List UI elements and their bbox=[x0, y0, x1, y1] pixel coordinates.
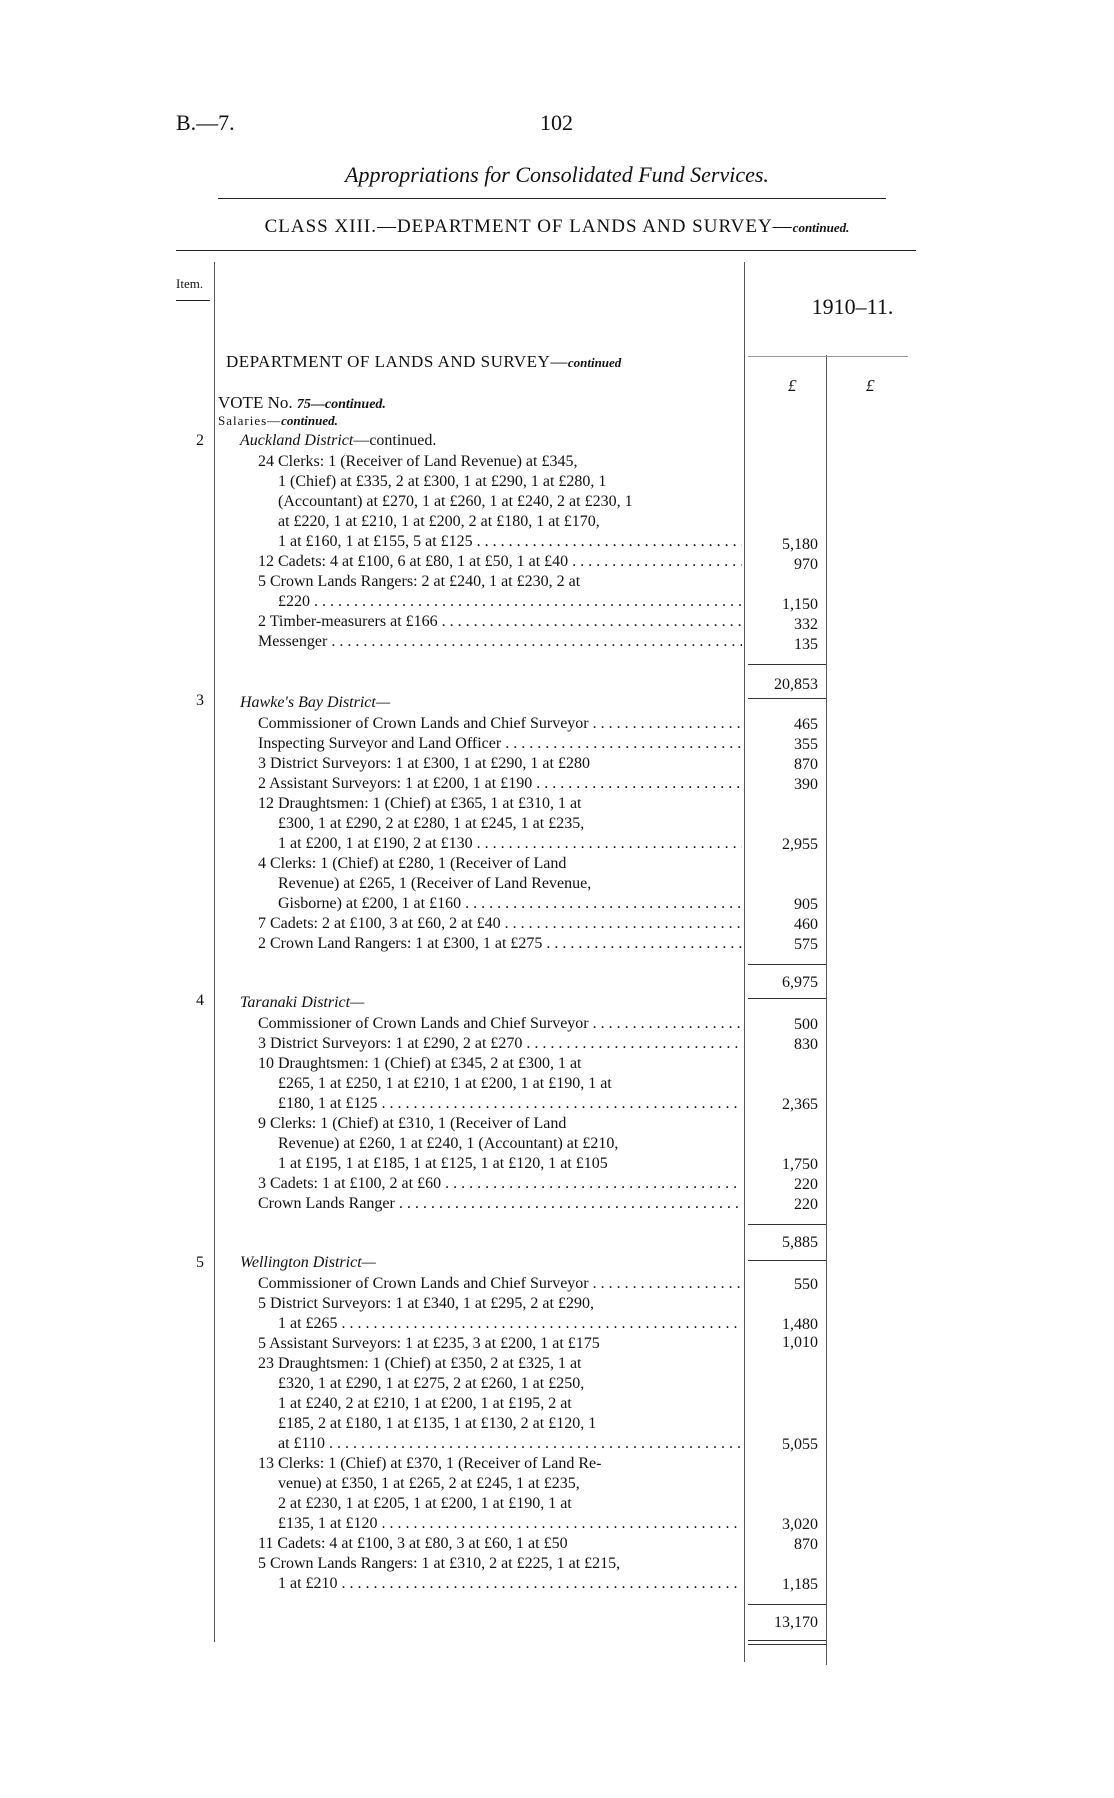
amount: 460 bbox=[794, 916, 818, 933]
salary-line: 1 at £195, 1 at £185, 1 at £125, 1 at £120, 1 at £105 bbox=[278, 1155, 608, 1172]
salary-line: 2 Timber-measurers at £166 . . . bbox=[258, 612, 742, 632]
district-total: 20,853 bbox=[774, 676, 818, 693]
item-column-header: Item. bbox=[176, 276, 204, 291]
amount: 870 bbox=[794, 756, 818, 773]
subtotal-rule bbox=[748, 1224, 826, 1225]
salary-line: £265, 1 at £250, 1 at £210, 1 at £200, 1 at £190, 1 at bbox=[278, 1075, 612, 1092]
class-heading-text: CLASS XIII.—DEPARTMENT OF LANDS AND SURVEY— bbox=[264, 216, 793, 237]
salaries-label: Salaries— bbox=[218, 413, 282, 428]
salary-line: 5 District Surveyors: 1 at £340, 1 at £295, 2 at £290, bbox=[258, 1295, 594, 1312]
salary-line: Commissioner of Crown Lands and Chief Surveyor . . . bbox=[258, 1014, 742, 1034]
salary-line: 3 Cadets: 1 at £100, 2 at £60 . . . bbox=[258, 1174, 742, 1194]
department-name: DEPARTMENT OF LANDS AND SURVEY— bbox=[226, 352, 568, 371]
salary-line: Messenger . . . bbox=[258, 632, 742, 652]
department-continued: continued bbox=[567, 355, 622, 370]
salary-line: Gisborne) at £200, 1 at £160 . . . bbox=[278, 894, 742, 914]
vote-number: 75—continued. bbox=[296, 397, 386, 412]
salary-line: 2 at £230, 1 at £205, 1 at £200, 1 at £190, 1 at bbox=[278, 1495, 572, 1512]
district-heading: Hawke's Bay District— bbox=[240, 694, 391, 711]
district-heading: Wellington District— bbox=[240, 1254, 376, 1271]
amount: 390 bbox=[794, 776, 818, 793]
salary-line: Commissioner of Crown Lands and Chief Surveyor . . . bbox=[258, 714, 742, 734]
salary-line: 12 Cadets: 4 at £100, 6 at £80, 1 at £50, 1 at £40 . . . bbox=[258, 552, 742, 572]
amount: 830 bbox=[794, 1036, 818, 1053]
item-header-rule bbox=[176, 300, 210, 301]
salary-line: Revenue) at £265, 1 (Receiver of Land Revenue, bbox=[278, 875, 592, 892]
item-number: 4 bbox=[196, 992, 204, 1009]
salary-line: 9 Clerks: 1 (Chief) at £310, 1 (Receiver of Land bbox=[258, 1115, 567, 1132]
salary-line: 3 District Surveyors: 1 at £290, 2 at £270 . . . bbox=[258, 1034, 742, 1054]
amount: 5,180 bbox=[782, 536, 818, 553]
salary-line: at £110 . . . bbox=[278, 1434, 742, 1454]
district-heading bbox=[240, 432, 436, 450]
salary-line: 5 Crown Lands Rangers: 1 at £310, 2 at £225, 1 at £215, bbox=[258, 1555, 621, 1572]
vote-label: VOTE No. bbox=[218, 393, 297, 412]
table-top-rule bbox=[176, 250, 916, 251]
salary-line: 23 Draughtsmen: 1 (Chief) at £350, 2 at £325, 1 at bbox=[258, 1355, 582, 1372]
amount: 465 bbox=[794, 716, 818, 733]
amount: 2,365 bbox=[782, 1096, 818, 1113]
salaries-heading bbox=[218, 413, 338, 429]
amount: 1,750 bbox=[782, 1156, 818, 1173]
salary-line: £300, 1 at £290, 2 at £280, 1 at £245, 1 at £235, bbox=[278, 815, 585, 832]
total-rule bbox=[748, 1640, 826, 1641]
amount: 5,055 bbox=[782, 1436, 818, 1453]
amount: 332 bbox=[794, 616, 818, 633]
salary-line: 1 at £200, 1 at £190, 2 at £130 . . . bbox=[278, 834, 742, 854]
amount-column-divider bbox=[826, 355, 827, 1665]
salary-line: 1 (Chief) at £335, 2 at £300, 1 at £290, 1 at £280, 1 bbox=[278, 473, 607, 490]
item-number: 3 bbox=[196, 692, 204, 709]
amount: 575 bbox=[794, 936, 818, 953]
class-heading bbox=[0, 216, 1114, 238]
salary-line: 5 Assistant Surveyors: 1 at £235, 3 at £200, 1 at £175 bbox=[258, 1335, 600, 1352]
salary-line: 1 at £265 . . . bbox=[278, 1314, 742, 1334]
salary-line: £135, 1 at £120 . . . bbox=[278, 1514, 742, 1534]
amount: 355 bbox=[794, 736, 818, 753]
currency-symbol-totals: £ bbox=[866, 376, 875, 395]
subtotal-rule bbox=[748, 1604, 826, 1605]
district-heading: Taranaki District— bbox=[240, 994, 365, 1011]
total-double-rule bbox=[748, 1644, 826, 1645]
amount: 3,020 bbox=[782, 1516, 818, 1533]
year-header-rule bbox=[748, 356, 908, 357]
item-number: 5 bbox=[196, 1254, 204, 1271]
district-total: 6,975 bbox=[782, 974, 818, 991]
item-number: 2 bbox=[196, 432, 204, 449]
salary-line: 4 Clerks: 1 (Chief) at £280, 1 (Receiver of Land bbox=[258, 855, 567, 872]
amount: 970 bbox=[794, 556, 818, 573]
amount: 1,480 bbox=[782, 1316, 818, 1333]
amount: 1,150 bbox=[782, 596, 818, 613]
salary-line: Inspecting Surveyor and Land Officer . . . bbox=[258, 734, 742, 754]
salary-line: 10 Draughtsmen: 1 (Chief) at £345, 2 at £300, 1 at bbox=[258, 1055, 582, 1072]
salary-line: 3 District Surveyors: 1 at £300, 1 at £290, 1 at £280 bbox=[258, 755, 590, 772]
total-rule bbox=[748, 698, 826, 699]
salary-line: at £220, 1 at £210, 1 at £200, 2 at £180, 1 at £170, bbox=[278, 513, 600, 530]
item-column-divider bbox=[214, 262, 215, 1642]
amount: 2,955 bbox=[782, 836, 818, 853]
currency-symbol-items: £ bbox=[788, 376, 797, 395]
amount: 550 bbox=[794, 1276, 818, 1293]
amount: 905 bbox=[794, 896, 818, 913]
district-continued: —continued. bbox=[353, 432, 437, 449]
salary-line: 11 Cadets: 4 at £100, 3 at £80, 3 at £60, 1 at £50 bbox=[258, 1535, 568, 1552]
salary-line: 24 Clerks: 1 (Receiver of Land Revenue) at £345, bbox=[258, 453, 578, 470]
total-rule bbox=[748, 1260, 826, 1261]
subtotal-rule bbox=[748, 964, 826, 965]
vote-heading bbox=[218, 393, 386, 413]
salary-line: £180, 1 at £125 . . . bbox=[278, 1094, 742, 1114]
district-total: 13,170 bbox=[774, 1614, 818, 1631]
district-name: Auckland District bbox=[240, 432, 354, 449]
salary-line: 2 Assistant Surveyors: 1 at £200, 1 at £190 . . . bbox=[258, 774, 742, 794]
title-rule bbox=[218, 198, 886, 199]
salary-line: £185, 2 at £180, 1 at £135, 1 at £130, 2 at £120, 1 bbox=[278, 1415, 597, 1432]
amount: 870 bbox=[794, 1536, 818, 1553]
amount: 135 bbox=[794, 636, 818, 653]
year-column-header: 1910–11. bbox=[811, 294, 894, 319]
salary-line: 1 at £210 . . . bbox=[278, 1574, 742, 1594]
page-title: Appropriations for Consolidated Fund Services. bbox=[345, 162, 769, 187]
salary-line: £220 . . . bbox=[278, 592, 742, 612]
page-number: 102 bbox=[540, 110, 573, 135]
salary-line: 7 Cadets: 2 at £100, 3 at £60, 2 at £40 . . . bbox=[258, 914, 742, 934]
salary-line: 5 Crown Lands Rangers: 2 at £240, 1 at £230, 2 at bbox=[258, 573, 581, 590]
amount: 500 bbox=[794, 1016, 818, 1033]
salaries-continued: continued. bbox=[281, 413, 338, 428]
amount: 220 bbox=[794, 1196, 818, 1213]
district-total: 5,885 bbox=[782, 1234, 818, 1251]
salary-line: 1 at £240, 2 at £210, 1 at £200, 1 at £195, 2 at bbox=[278, 1395, 572, 1412]
salary-line: Crown Lands Ranger . . . bbox=[258, 1194, 742, 1214]
amount: 1,185 bbox=[782, 1576, 818, 1593]
salary-line: 2 Crown Land Rangers: 1 at £300, 1 at £275 . . . bbox=[258, 934, 742, 954]
total-rule bbox=[748, 998, 826, 999]
department-heading bbox=[226, 352, 621, 372]
salary-line: Commissioner of Crown Lands and Chief Surveyor . . . bbox=[258, 1274, 742, 1294]
salary-line: £320, 1 at £290, 1 at £275, 2 at £260, 1 at £250, bbox=[278, 1375, 585, 1392]
document-reference: B.—7. bbox=[176, 110, 235, 135]
class-heading-continued: continued. bbox=[792, 220, 850, 235]
salary-line: venue) at £350, 1 at £265, 2 at £245, 1 at £235, bbox=[278, 1475, 580, 1492]
salary-line: 12 Draughtsmen: 1 (Chief) at £365, 1 at £310, 1 at bbox=[258, 795, 582, 812]
subtotal-rule bbox=[748, 664, 826, 665]
salary-line: Revenue) at £260, 1 at £240, 1 (Accountant) at £210, bbox=[278, 1135, 619, 1152]
salary-line: 13 Clerks: 1 (Chief) at £370, 1 (Receiver of Land Re- bbox=[258, 1455, 602, 1472]
salary-line: (Accountant) at £270, 1 at £260, 1 at £240, 2 at £230, 1 bbox=[278, 493, 633, 510]
amount: 220 bbox=[794, 1176, 818, 1193]
description-column-divider bbox=[744, 262, 745, 1662]
salary-line: 1 at £160, 1 at £155, 5 at £125 . . . bbox=[278, 532, 742, 552]
amount: 1,010 bbox=[782, 1334, 818, 1351]
